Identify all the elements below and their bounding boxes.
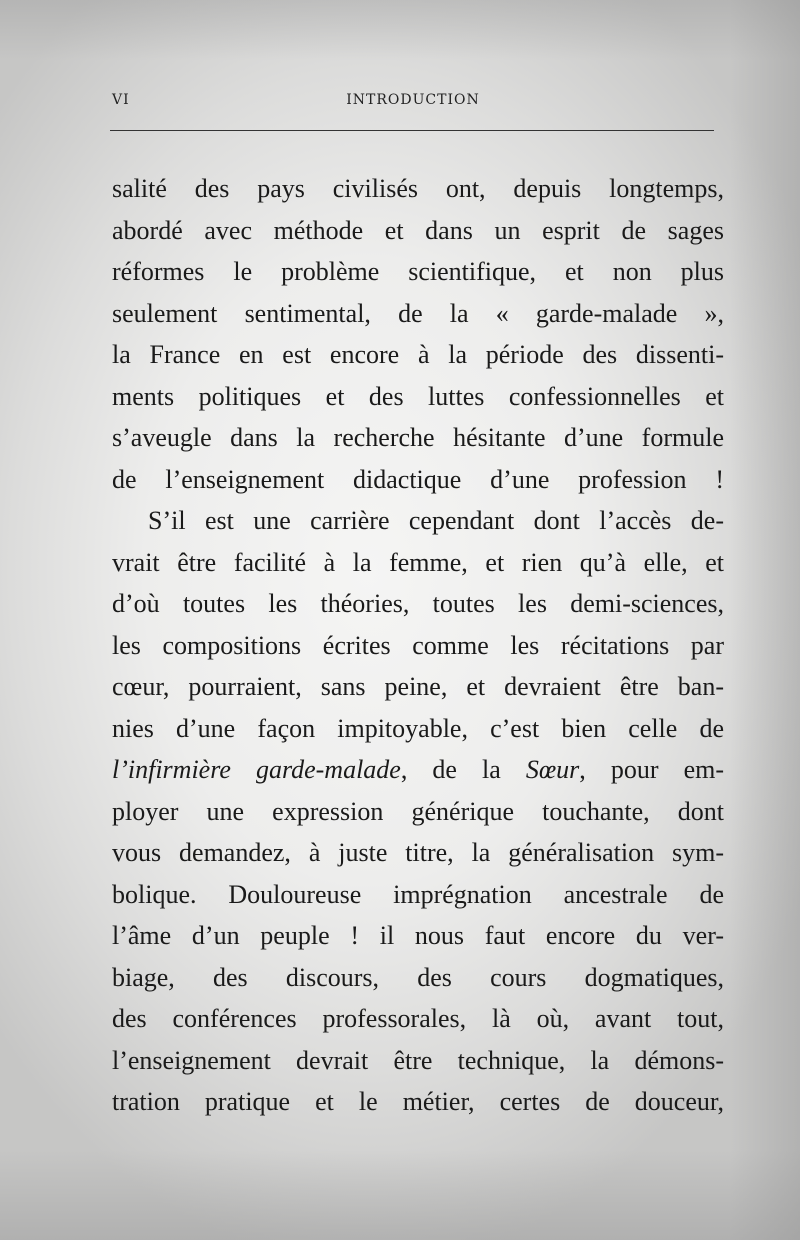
text-line: réformes le problème scientifique, et non plus (112, 257, 724, 286)
page-shadow-right (730, 0, 800, 1240)
text-line: nies d’une façon impitoyable, c’est bien celle de (112, 713, 724, 743)
text-line: salité des pays civilisés ont, depuis longtemps, (112, 174, 724, 203)
text-fragment: , de la (400, 755, 526, 784)
page-shadow-bottom (0, 1150, 800, 1240)
text-line: biage, des discours, des cours dogmatiques, (112, 962, 724, 992)
running-head (112, 92, 714, 112)
text-line: seulement sentimental, de la « garde-malade », (112, 298, 724, 328)
text-line: ployer une expression générique touchante, dont (112, 796, 724, 826)
text-line: vous demandez, à juste titre, la généralisation sym- (112, 838, 724, 867)
text-line: les compositions écrites comme les récitations par (112, 630, 724, 660)
text-line: tration pratique et le métier, certes de douceur, (112, 1087, 724, 1116)
text-line: des conférences professorales, là où, avant tout, (112, 1004, 724, 1033)
text-line: s’aveugle dans la recherche hésitante d’une formule (112, 423, 724, 452)
text-line: la France en est encore à la période des dissenti- (112, 340, 724, 369)
text-line: d’où toutes les théories, toutes les demi-sciences, (112, 589, 724, 618)
text-fragment: , pour em- (579, 755, 724, 784)
text-line-with-italics (112, 749, 724, 791)
text-line: vrait être facilité à la femme, et rien qu’à elle, et (112, 547, 724, 577)
italic-term: l’infirmière garde-malade (112, 755, 401, 784)
text-line: l’âme d’un peuple ! il nous faut encore du ver- (112, 921, 724, 950)
italic-term: Sœur (525, 755, 580, 784)
text-line: de l’enseignement didactique d’une profession ! (112, 464, 724, 494)
text-line: cœur, pourraient, sans peine, et devraient être ban- (112, 672, 724, 701)
section-title: INTRODUCTION (346, 92, 480, 108)
header-rule (110, 130, 714, 131)
page-shadow-top (0, 0, 800, 60)
body-text (112, 168, 724, 1123)
text-line: abordé avec méthode et dans un esprit de sages (112, 215, 724, 245)
paragraph-first-line: S’il est une carrière cependant dont l’accès de- (148, 506, 724, 535)
page-number: VI (112, 92, 130, 108)
text-line: ments politiques et des luttes confessionnelles et (112, 381, 724, 411)
text-line: l’enseignement devrait être technique, la démons- (112, 1045, 724, 1075)
text-line: bolique. Douloureuse imprégnation ancestrale de (112, 879, 724, 909)
